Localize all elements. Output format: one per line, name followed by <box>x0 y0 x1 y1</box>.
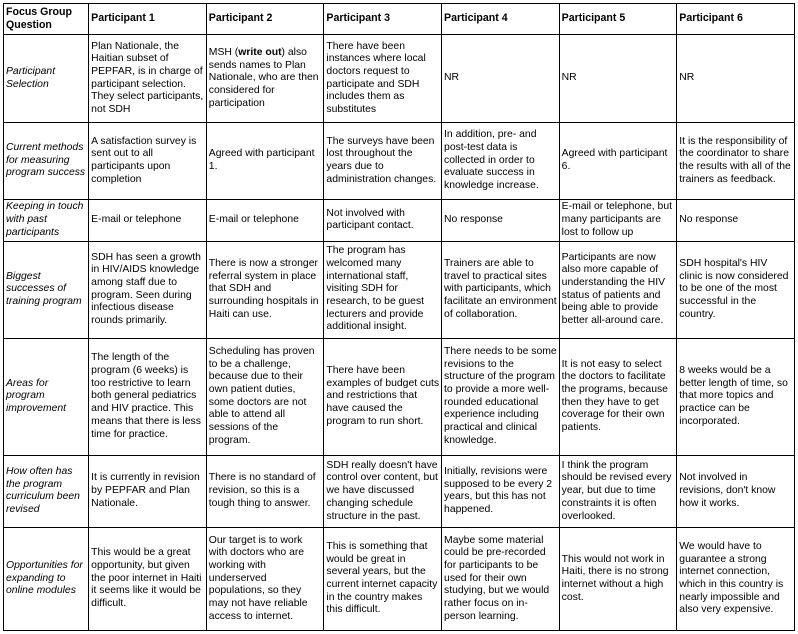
question-cell: Keeping in touch with past participants <box>4 199 89 241</box>
header-participant-6: Participant 6 <box>677 4 795 35</box>
response-cell <box>206 34 324 123</box>
response-cell: No response <box>677 199 795 241</box>
response-cell: Not involved with participant contact. <box>324 199 442 241</box>
focus-group-table <box>3 3 795 631</box>
response-cell: No response <box>442 199 560 241</box>
response-cell: SDH has seen a growth in HIV/AIDS knowledge among staff due to program. Seen during infectious disease rounds primarily. <box>89 241 207 338</box>
response-cell: This is something that would be great in several years, but the current internet capacity in the country makes this difficult. <box>324 528 442 631</box>
response-cell: There needs to be some revisions to the structure of the program to provide a more well-rounded educational experience including practical and clinical knowledge. <box>442 338 560 455</box>
response-cell: We would have to guarantee a strong internet connection, which in this country is nearly impossible and also very expensive. <box>677 528 795 631</box>
header-participant-2: Participant 2 <box>206 4 324 35</box>
response-cell: Participants are now also more capable of understanding the HIV status of patients and being able to provide better all-around care. <box>559 241 677 338</box>
response-cell: There have been examples of budget cuts and restrictions that have caused the program to run short. <box>324 338 442 455</box>
response-cell: NR <box>442 34 560 123</box>
response-bold-text: write out <box>238 46 282 58</box>
question-cell: Current methods for measuring program success <box>4 123 89 199</box>
response-cell: Agreed with participant 1. <box>206 123 324 199</box>
response-cell: The length of the program (6 weeks) is too restrictive to learn both general pediatrics and HIV practice. This means that there is less time for practice. <box>89 338 207 455</box>
response-cell: I think the program should be revised every year, but due to time constraints it is often overlooked. <box>559 455 677 527</box>
response-text: MSH ( <box>208 46 239 58</box>
header-question: Focus Group Question <box>4 4 89 35</box>
response-cell: The program has welcomed many international staff, visiting SDH for research, to be guest lecturers and provide additional insight. <box>324 241 442 338</box>
table-row <box>4 455 795 527</box>
response-cell: It is currently in revision by PEPFAR and Plan Nationale. <box>89 455 207 527</box>
response-cell: E-mail or telephone, but many participants are lost to follow up <box>559 199 677 241</box>
table-row <box>4 528 795 631</box>
response-cell: Trainers are able to travel to practical sites with participants, which facilitate an environment of collaboration. <box>442 241 560 338</box>
response-cell: Plan Nationale, the Haitian subset of PEPFAR, is in charge of participant selection. They select participants, not SDH <box>89 34 207 123</box>
response-cell: Agreed with participant 6. <box>559 123 677 199</box>
response-cell: NR <box>677 34 795 123</box>
response-cell: In addition, pre- and post-test data is collected in order to evaluate success in knowledge increase. <box>442 123 560 199</box>
question-cell: Biggest successes of training program <box>4 241 89 338</box>
question-cell: Opportunities for expanding to online modules <box>4 528 89 631</box>
response-cell: SDH hospital's HIV clinic is now considered to be one of the most successful in the country. <box>677 241 795 338</box>
response-cell: NR <box>559 34 677 123</box>
response-cell: It is the responsibility of the coordinator to share the results with all of the trainers as feedback. <box>677 123 795 199</box>
response-cell: The surveys have been lost throughout the years due to administration changes. <box>324 123 442 199</box>
response-cell: There is no standard of revision, so this is a tough thing to answer. <box>206 455 324 527</box>
question-cell: How often has the program curriculum been revised <box>4 455 89 527</box>
response-cell: There have been instances where local doctors request to participate and SDH includes them as substitutes <box>324 34 442 123</box>
response-cell: Initially, revisions were supposed to be every 2 years, but this has not happened. <box>442 455 560 527</box>
table-row <box>4 241 795 338</box>
table-row <box>4 199 795 241</box>
table-row <box>4 338 795 455</box>
response-cell: This would not work in Haiti, there is no strong internet without a high cost. <box>559 528 677 631</box>
question-cell: Participant Selection <box>4 34 89 123</box>
response-text: ) also sends names to Plan Nationale, who are then considered for participation <box>208 46 319 109</box>
header-row <box>4 4 795 35</box>
response-cell: Maybe some material could be pre-recorded for participants to be used for their own studying, but we would rather focus on in-person learning. <box>442 528 560 631</box>
table-row <box>4 34 795 123</box>
question-cell: Areas for program improvement <box>4 338 89 455</box>
response-cell: Not involved in revisions, don't know how it works. <box>677 455 795 527</box>
response-cell: It is not easy to select the doctors to facilitate the programs, because then they have to get coverage for their own patients. <box>559 338 677 455</box>
response-cell: There is now a stronger referral system in place that SDH and surrounding hospitals in Haiti can use. <box>206 241 324 338</box>
response-cell: E-mail or telephone <box>206 199 324 241</box>
response-cell: Scheduling has proven to be a challenge, because due to their own patient duties, some doctors are not able to attend all sessions of the program. <box>206 338 324 455</box>
response-cell: A satisfaction survey is sent out to all participants upon completion <box>89 123 207 199</box>
header-participant-1: Participant 1 <box>89 4 207 35</box>
response-cell: Our target is to work with doctors who are working with underserved populations, so they may not have reliable access to internet. <box>206 528 324 631</box>
header-participant-4: Participant 4 <box>442 4 560 35</box>
response-cell: E-mail or telephone <box>89 199 207 241</box>
response-cell: 8 weeks would be a better length of time, so that more topics and practice can be incorporated. <box>677 338 795 455</box>
response-cell: SDH really doesn't have control over content, but we have discussed changing schedule structure in the past. <box>324 455 442 527</box>
header-participant-5: Participant 5 <box>559 4 677 35</box>
table-row <box>4 123 795 199</box>
header-participant-3: Participant 3 <box>324 4 442 35</box>
response-cell: This would be a great opportunity, but given the poor internet in Haiti it seems like it would be difficult. <box>89 528 207 631</box>
